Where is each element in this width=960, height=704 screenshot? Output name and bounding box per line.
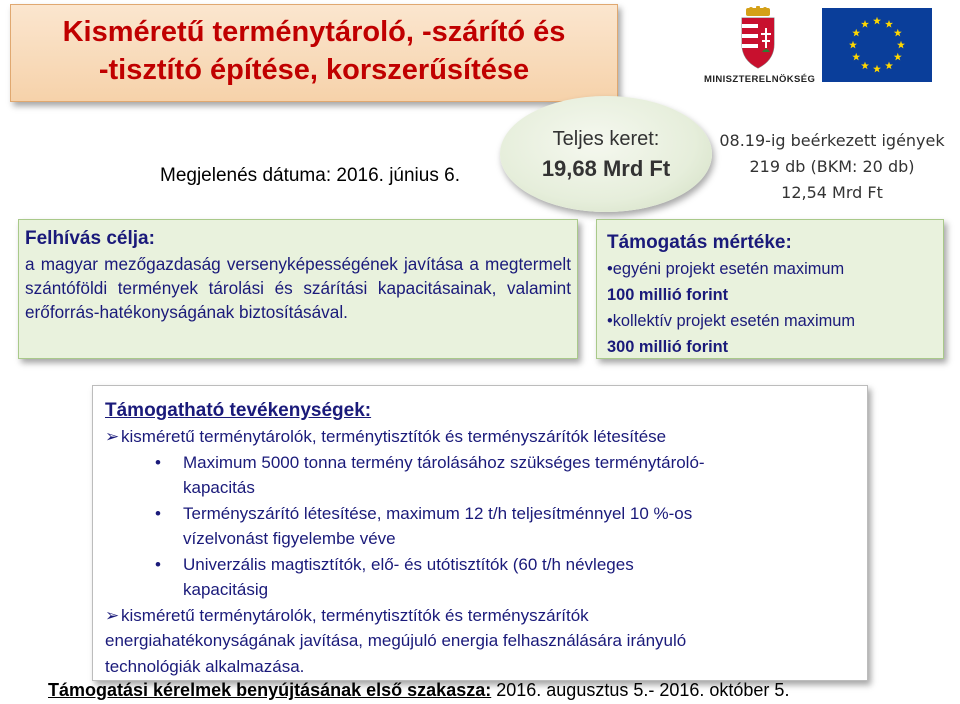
activity-sub-item-3: • Univerzális magtisztítók, elő- és utótisztítók (60 t/h névleges kapacitásig [105, 552, 855, 603]
ministry-logo [704, 6, 816, 90]
activity-item-2-line-3: technológiák alkalmazása. [105, 656, 305, 676]
ministry-name: MINISZTERELNÖKSÉG [704, 74, 816, 85]
submission-period-value: 2016. augusztus 5.- 2016. október 5. [491, 680, 790, 700]
title-line-1: Kisméretű terménytároló, -szárító és [62, 16, 566, 48]
publication-date: Megjelenés dátuma: 2016. június 6. [160, 165, 460, 186]
budget-value: 19,68 Mrd Ft [541, 156, 671, 181]
activity-sub-item-1: • Maximum 5000 tonna termény tárolásához szükséges terménytároló- kapacitás [105, 450, 855, 501]
title-box [10, 4, 618, 102]
support-amount-individual: 100 millió forint [607, 286, 729, 304]
eu-star [885, 20, 893, 28]
submission-period [48, 680, 789, 701]
support-item-individual: •egyéni projekt esetén maximum [607, 260, 845, 278]
eu-star [852, 53, 860, 61]
eu-star [873, 17, 881, 25]
eu-star [849, 41, 857, 49]
activity-item-2-line-2: energiahatékonyságának javítása, megújuló energia felhasználására irányuló [105, 631, 687, 650]
eu-star [894, 53, 902, 61]
support-box [596, 219, 944, 359]
purpose-box [18, 219, 578, 359]
eu-star [873, 65, 881, 73]
applications-line-2: 219 db (BKM: 20 db) [749, 157, 915, 176]
total-budget-badge [500, 96, 712, 212]
activities-title: Támogatható tevékenységek: [105, 400, 372, 421]
eu-flag-icon [822, 8, 932, 82]
eu-star [897, 41, 905, 49]
eu-star [861, 20, 869, 28]
eu-star [852, 29, 860, 37]
budget-label: Teljes keret: [552, 128, 660, 150]
activity-item-2: ➢ kisméretű terménytárolók, terménytisztítók és terményszárítók [105, 603, 855, 629]
support-amount-collective: 300 millió forint [607, 338, 729, 356]
activities-box [92, 385, 868, 681]
eu-star [885, 62, 893, 70]
activity-sub-item-2: • Terményszárító létesítése, maximum 12 t/h teljesítménnyel 10 %-os vízelvonást figyelembe véve [105, 501, 855, 552]
applications-line-3: 12,54 Mrd Ft [781, 183, 883, 202]
purpose-title: Felhívás célja: [25, 228, 155, 249]
arrow-bullet-icon: ➢ [105, 427, 120, 446]
applications-line-1: 08.19-ig beérkezett igények [719, 131, 945, 150]
support-item-collective: •kollektív projekt esetén maximum [607, 312, 856, 330]
bullet-icon: • [155, 452, 161, 472]
bullet-icon: • [155, 503, 161, 523]
applications-summary [704, 128, 960, 206]
bullet-icon: • [155, 554, 161, 574]
arrow-bullet-icon: ➢ [105, 605, 120, 625]
eu-star [894, 29, 902, 37]
eu-star [861, 62, 869, 70]
submission-period-label: Támogatási kérelmek benyújtásának első szakasza: [48, 680, 492, 700]
support-title: Támogatás mértéke: [607, 232, 792, 253]
coat-of-arms-icon [704, 6, 812, 72]
activity-item-1: ➢ kisméretű terménytárolók, terménytisztítók és terményszárítók létesítése [105, 424, 855, 450]
title-line-2: -tisztító építése, korszerűsítése [98, 54, 530, 86]
purpose-text: a magyar mezőgazdaság versenyképességének javítása a megtermelt szántóföldi termények tárolási és szárítási kapacitásainak, valamint erőforrás-hatékonyságának biztosításával. [25, 254, 571, 322]
